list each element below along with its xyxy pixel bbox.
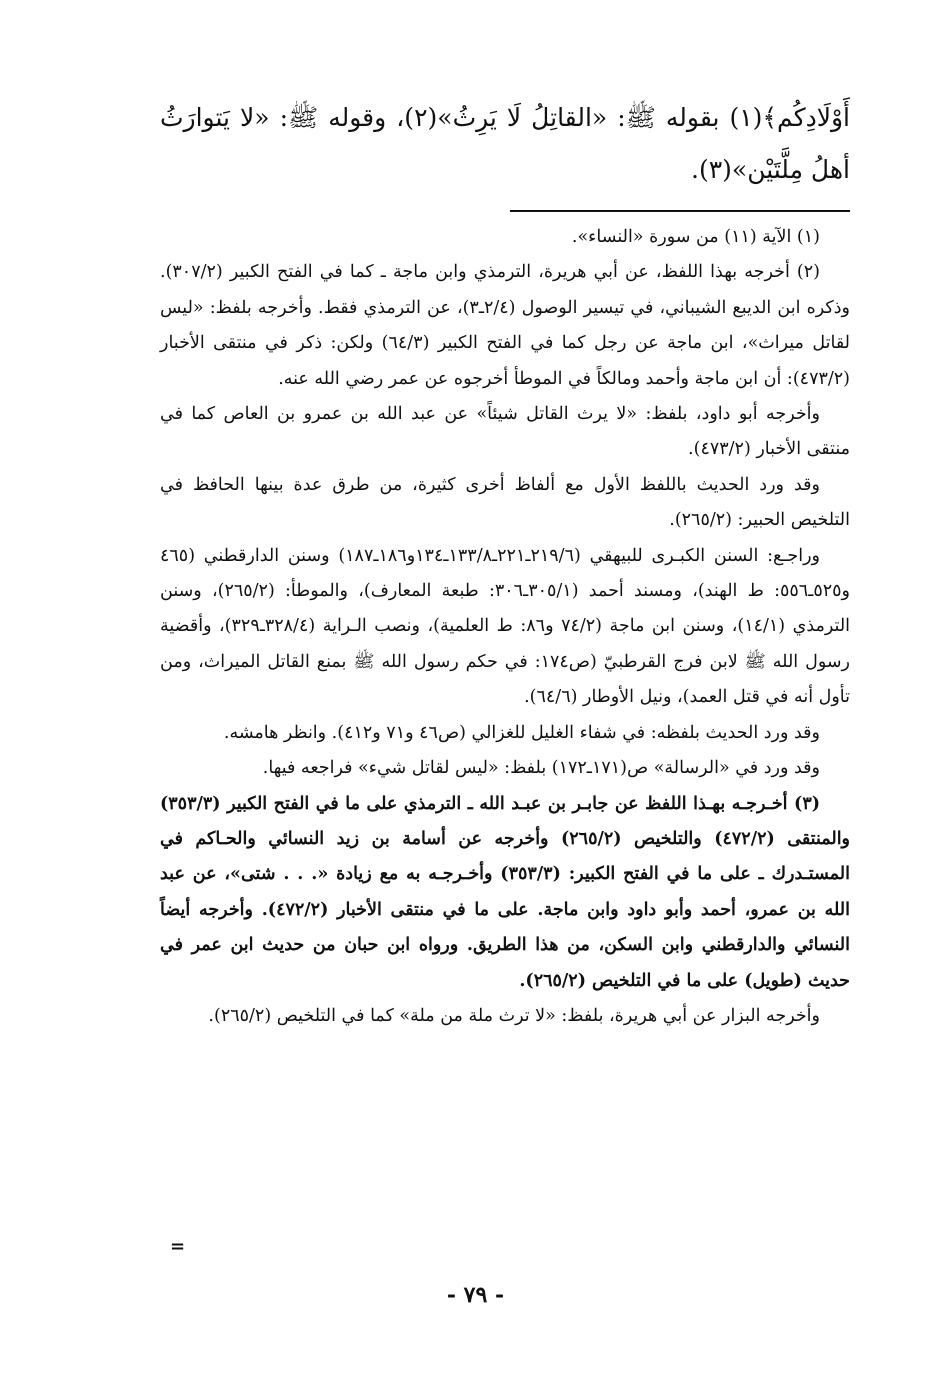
footnote-2: (٢) أخرجه بهذا اللفظ، عن أبي هريرة، الترمذي وابن ماجة ـ كما في الفتح الكبير (٣٠٧/٢). وذكره ابن الديبع الشيباني، في تيسير الوصول (٢/٤ـ٣)، عن الترمذي فقط. وأخرجه بلفظ: «ليس لقاتل ميراث»، ابن ماجة عن رجل كما في الفتح الكبير (٦٤/٣) ولكن: ذكر في منتقى الأخبار (٤٧٣/٢): أن ابن ماجة وأحمد ومالكاً في الموطأ أخرجوه عن عمر رضي الله عنه. [160, 262, 850, 389]
footnote-2-risala: وقد ورد في «الرسالة» ص(١٧١ـ١٧٢) بلفظ: «ليس لقاتل شيء» فراجعه فيها. [262, 758, 820, 779]
footnote-divider [510, 210, 850, 212]
footnote-3-bazzar: وأخرجه البزار عن أبي هريرة، بلفظ: «لا ترث ملة من ملة» كما في التلخيص (٢٦٥/٢). [208, 1005, 820, 1026]
main-text: أَوْلَادِكُم﴾(١) بقوله ﷺ: «القاتِلُ لَا يَرِثُ»(٢)، وقوله ﷺ: «لا يَتوارَثُ أهلُ مِلَّتَيْن»(٣). [160, 103, 851, 184]
page-body [160, 92, 850, 1382]
footnotes [160, 220, 850, 1034]
footnote-2-other-wordings: وقد ورد الحديث باللفظ الأول مع ألفاظ أخرى كثيرة، من طرق عدة بينها الحافظ في التلخيص الحبير: (٢٦٥/٢). [160, 474, 850, 531]
continuation-mark: = [170, 1236, 186, 1257]
footnote-2-ghazali: وقد ورد الحديث بلفظه: في شفاء الغليل للغزالي (ص٤٦ و٧١ و٤١٢). وانظر هامشه. [223, 722, 820, 743]
footnote-1: (١) الآية (١١) من سورة «النساء». [571, 227, 820, 247]
footnote-2-abu-dawud: وأخرجه أبو داود، بلفظ: «لا يرث القاتل شيئاً» عن عبد الله بن عمرو بن العاص كما في منتقى الأخبار (٤٧٣/٢). [160, 404, 850, 460]
footnote-3: (٣) أخـرجـه بهـذا اللفظ عن جابـر بن عبـد الله ـ الترمذي على ما في الفتح الكبير (٣٥٣/٣) والمنتقى (٤٧٢/٢) والتلخيص (٢٦٥/٢) وأخرجه عن أسامة بن زيد النسائي والحـاكم في المستـدرك ـ على ما في الفتح الكبير: (٣٥٣/٣) وأخـرجـه به مع زيادة «. . . شتى»، عن عبد الله بن عمرو، أحمد وأبو داود وابن ماجة. على ما في منتقى الأخبار (٤٧٢/٢). وأخرجه أيضاً النسائي والدارقطني وابن السكن، من هذا الطريق. ورواه ابن حبان من حديث ابن عمر في حديث (طويل) على ما في التلخيص (٢٦٥/٢). [160, 793, 851, 991]
footnote-2-references: وراجـع: السنن الكبـرى للبيهقي (٢١٩/٦ـ٢٢١ـ١٣٣/٨ـ١٣٤و١٨٦ـ١٨٧) وسنن الدارقطني (٤٦٥ و٥٢٥ـ٥٥٦: ط الهند)، ومسند أحمد (٣٠٥/١ـ٣٠٦: طبعة المعارف)، والموطأ: (٢٦٥/٢)، وسنن الترمذي (١٤/١)، وسنن ابن ماجة (٧٤/٢ و٨٦: ط العلمية)، ونصب الـراية (٣٢٨/٤ـ٣٢٩)، وأقضية رسول الله ﷺ لابن فرج القرطبيّ (ص١٧٤: في حكم رسول الله ﷺ بمنع القاتل الميراث، ومن تأول أنه في قتل العمد)، ونيل الأوطار (٦٤/٦). [160, 545, 851, 708]
page-number: - ٧٩ - [446, 1282, 505, 1308]
